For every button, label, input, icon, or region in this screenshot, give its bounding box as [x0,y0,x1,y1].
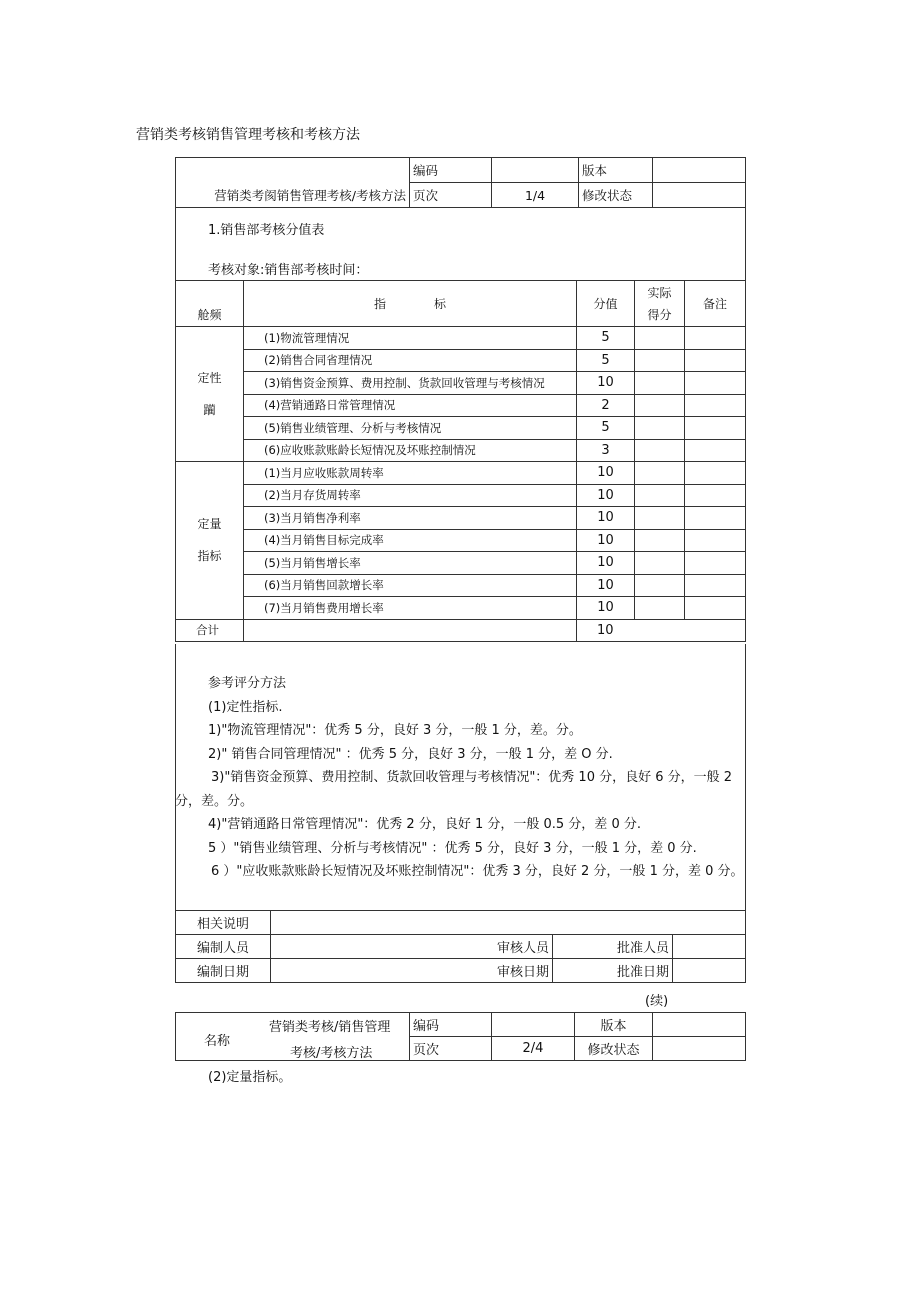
col-actual-a: 实际 [647,285,672,300]
code-label-2: 编码 [410,1013,492,1037]
indicator-cell: (6)应收账款账龄长短情况及坏账控制情况 [244,439,577,462]
indicator-cell: (2)销售合同省理情况 [244,349,577,372]
actual-cell [635,484,685,507]
remark-cell [685,372,746,395]
subject-line: 考核对象:销售部考核时间： [208,263,369,278]
remark-cell [685,507,746,530]
section-title: 1.销售部考核分值表 [208,223,325,238]
remark-cell [685,529,746,552]
actual-cell [635,529,685,552]
table-row [176,529,746,552]
approve-date-label: 批准日期 [553,959,673,983]
score-cell: 5 [577,417,635,440]
quantitative-label-a: 定量 [197,517,222,532]
col-actual-b: 得分 [647,307,672,322]
score-table [175,280,746,642]
method-line-2: 2)" 销售合同管理情况" ：优秀 5 分，良好 3 分，一般 1 分，差 O 分. [208,746,613,762]
header-table-2 [175,1012,746,1061]
score-cell: 5 [577,327,635,350]
scoring-method [175,672,745,884]
header2-name-label: 名称 [204,1034,231,1049]
document-title: 营销类考核销售管理考核和考核方法 [136,127,360,143]
table-row [176,394,746,417]
actual-cell [635,462,685,485]
table-row [176,439,746,462]
remark-cell [685,349,746,372]
method-line-3 [175,766,745,813]
remark-cell [685,574,746,597]
version-value [653,158,746,183]
remark-cell [685,327,746,350]
method-line-5: 5 ）"销售业绩管理、分析与考核情况" ：优秀 5 分，良好 3 分，一般 1 分，差 0 分. [208,840,697,856]
related-label: 相关说明 [176,911,271,935]
header-name-top [176,158,410,183]
actual-cell [635,439,685,462]
approver-value [673,935,746,959]
quantitative-heading: (2)定量指标。 [208,1070,292,1085]
revision-value [653,183,746,208]
col-score: 分值 [577,281,635,327]
actual-cell [635,372,685,395]
header2-name-b: 考核/考核方法 [290,1046,373,1061]
actual-cell [635,507,685,530]
continued-label: (续) [645,994,669,1009]
signoff-table [175,910,746,983]
score-cell: 10 [577,597,635,620]
actual-cell [635,574,685,597]
header-table-1 [175,157,746,208]
method-line-4: 4)"营销通路日常管理情况"：优秀 2 分，良好 1 分，一般 0.5 分，差 0 分. [208,817,641,832]
total-indicator [244,619,577,642]
qualitative-label-b: 躏 [203,403,216,417]
revision-label-2: 修改状态 [575,1037,653,1061]
actual-cell [635,394,685,417]
method-line-6 [175,860,745,884]
quantitative-category [176,462,244,620]
quantitative-label-b: 指标 [197,549,222,564]
table-row [176,462,746,485]
table-row [176,349,746,372]
header2-name-cell [176,1013,410,1061]
table-row [176,484,746,507]
score-cell: 10 [577,372,635,395]
total-row [176,619,746,642]
method-line-3-text: 3)"销售资金预算、费用控制、货款回收管理与考核情况"：优秀 10 分，良好 6 分，一般 2 分，差。分。 [175,770,733,809]
revision-value-2 [653,1037,746,1061]
table-row [176,417,746,440]
version-label-2: 版本 [575,1013,653,1037]
total-label: 合计 [176,619,244,642]
total-score: 10 [577,619,746,642]
indicator-cell: (7)当月销售费用增长率 [244,597,577,620]
col-actual [635,281,685,327]
indicator-cell: (3)当月销售净利率 [244,507,577,530]
edit-date-label: 编制日期 [176,959,271,983]
indicator-cell: (4)营销通路日常管理情况 [244,394,577,417]
score-cell: 10 [577,507,635,530]
version-label: 版本 [579,158,653,183]
indicator-cell: (5)当月销售增长率 [244,552,577,575]
remark-cell [685,484,746,507]
score-cell: 3 [577,439,635,462]
table-row [176,507,746,530]
actual-cell [635,552,685,575]
score-cell: 10 [577,574,635,597]
col-indicator-a: 指 [373,297,386,311]
header2-name-a: 营销类考核/销售管理 [269,1020,391,1035]
indicator-cell: (3)销售资金预算、费用控制、货款回收管理与考核情况 [244,372,577,395]
remark-cell [685,417,746,440]
indicator-cell: (2)当月存货周转率 [244,484,577,507]
editor-label: 编制人员 [176,935,271,959]
table-row [176,574,746,597]
approve-date-value [673,959,746,983]
score-cell: 10 [577,552,635,575]
score-cell: 10 [577,529,635,552]
method-title: 参考评分方法 [208,676,287,691]
indicator-cell: (1)物流管理情况 [244,327,577,350]
remark-cell [685,394,746,417]
table-row [176,327,746,350]
qualitative-category [176,327,244,462]
actual-cell [635,327,685,350]
page-value-2: 2/4 [492,1037,575,1061]
page-label-2: 页次 [410,1037,492,1061]
page-label: 页次 [410,183,492,208]
page-value: 1/4 [492,183,579,208]
indicator-cell: (1)当月应收账款周转率 [244,462,577,485]
col-remark: 备注 [685,281,746,327]
reviewer-label: 审核人员 [271,935,553,959]
version-value-2 [653,1013,746,1037]
actual-cell [635,417,685,440]
code-label: 编码 [410,158,492,183]
qualitative-label-a: 定性 [197,371,222,385]
score-cell: 2 [577,394,635,417]
score-cell: 10 [577,484,635,507]
remark-cell [685,597,746,620]
revision-label: 修改状态 [579,183,653,208]
remark-cell [685,439,746,462]
method-line-6-text: 6 ）"应收账款账龄长短情况及坏账控制情况"：优秀 3 分，良好 2 分，一般 1 分，差 0 分。 [211,864,744,879]
actual-cell [635,349,685,372]
code-value [492,158,579,183]
indicator-cell: (4)当月销售目标完成率 [244,529,577,552]
score-cell: 10 [577,462,635,485]
approver-label: 批准人员 [553,935,673,959]
indicator-cell: (6)当月销售回款增长率 [244,574,577,597]
col-indicator-b: 标 [434,297,447,311]
review-date-label: 审核日期 [271,959,553,983]
header-name: 营销类考阂销售管理考核/考核方法 [176,183,410,208]
table-row [176,372,746,395]
remark-cell [685,462,746,485]
method-line-1: 1)"物流管理情况"：优秀 5 分，良好 3 分，一般 1 分，差。分。 [208,723,582,738]
col-category: 舱频 [176,281,244,327]
related-value [271,911,746,935]
table-row [176,597,746,620]
indicator-cell: (5)销售业绩管理、分析与考核情况 [244,417,577,440]
table-row [176,552,746,575]
remark-cell [685,552,746,575]
code-value-2 [492,1013,575,1037]
score-cell: 5 [577,349,635,372]
col-indicator [244,281,577,327]
method-sub: (1)定性指标. [208,699,283,715]
actual-cell [635,597,685,620]
